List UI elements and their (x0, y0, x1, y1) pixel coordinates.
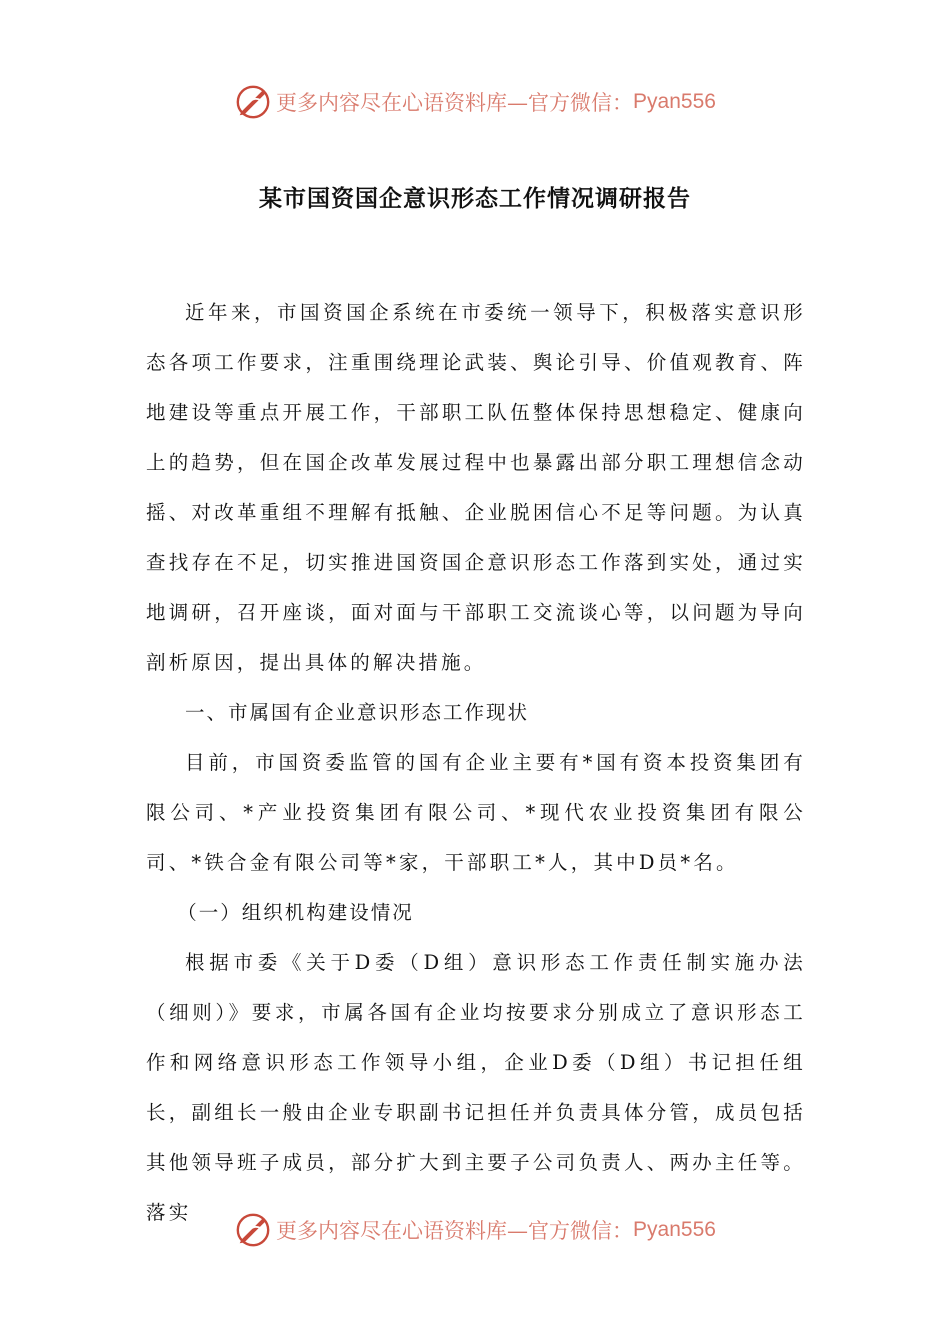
watermark-wechat-id: Pyan556 (633, 90, 716, 113)
subsection-heading-1: （一）组织机构建设情况 (177, 901, 414, 924)
paragraph-intro: 近年来，市国资国企系统在市委统一领导下，积极落实意识形态各项工作要求，注重围绕理论武装、舆论引导、价值观教育、阵地建设等重点开展工作，干部职工队伍整体保持思想稳定、健康向上的趋势，但在国企改革发展过程中也暴露出部分职工理想信念动摇、对改革重组不理解有抵触、企业脱困信心不足等问题。为认真查找存在不足，切实推进国资国企意识形态工作落到实处，通过实地调研，召开座谈，面对面与干部职工交流谈心等，以问题为导向剖析原因，提出具体的解决措施。 (146, 301, 806, 674)
document-title: 某市国资国企意识形态工作情况调研报告 (259, 185, 691, 212)
pen-circle-logo-icon (234, 1211, 272, 1249)
watermark-footer (0, 1210, 950, 1250)
watermark-header (0, 82, 950, 122)
section-heading-1: 一、市属国有企业意识形态工作现状 (185, 701, 530, 724)
paragraph-organization: 根据市委《关于D委（D组）意识形态工作责任制实施办法（细则）》要求，市属各国有企业均按要求分别成立了意识形态工作和网络意识形态工作领导小组，企业D委（D组）书记担任组长，副组长一般由企业专职副书记担任并负责具体分管，成员包括其他领导班子成员，部分扩大到主要子公司负责人、两办主任等。落实 (146, 951, 806, 1224)
paragraph-enterprises: 目前，市国资委监管的国有企业主要有*国有资本投资集团有限公司、*产业投资集团有限公司、*现代农业投资集团有限公司、*铁合金有限公司等*家，干部职工*人，其中D员*名。 (146, 751, 806, 874)
pen-circle-logo-icon (234, 83, 272, 121)
watermark-wechat-id: Pyan556 (633, 1218, 716, 1241)
document-body (146, 288, 806, 1238)
watermark-text: 更多内容尽在心语资料库—官方微信： (276, 91, 634, 115)
watermark-text: 更多内容尽在心语资料库—官方微信： (276, 1219, 634, 1243)
